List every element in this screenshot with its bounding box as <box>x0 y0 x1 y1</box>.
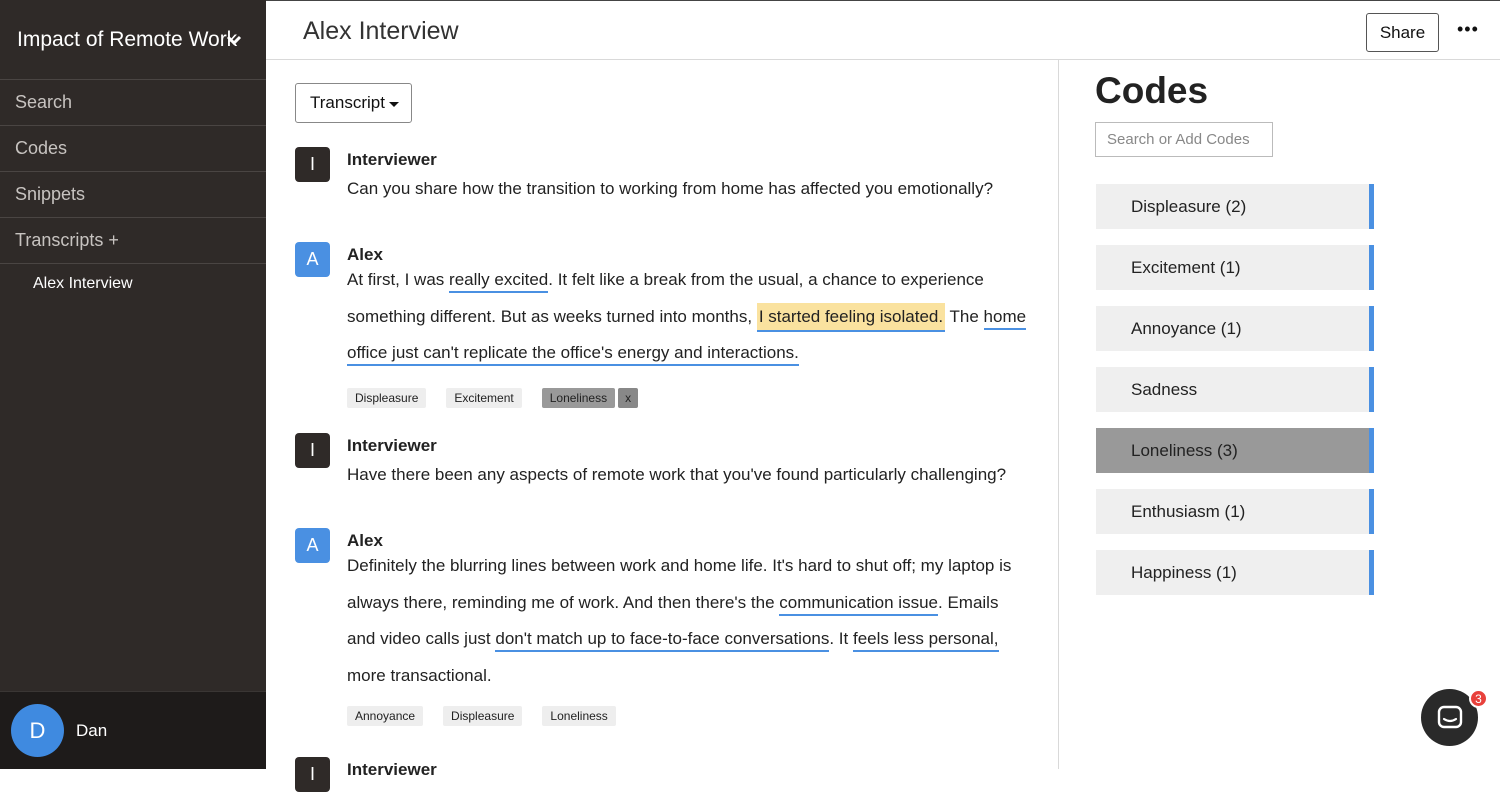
nav-transcripts[interactable]: Transcripts + <box>0 218 266 264</box>
code-item[interactable]: Happiness (1) <box>1096 550 1374 595</box>
user-bar[interactable] <box>0 691 266 769</box>
coded-snippet[interactable]: communication issue <box>779 593 938 616</box>
coded-snippet[interactable]: really excited <box>449 270 548 293</box>
code-tag[interactable]: Displeasure <box>443 706 522 726</box>
message <box>295 528 1025 738</box>
message <box>295 757 1025 797</box>
page-title: Alex Interview <box>303 17 459 45</box>
code-tag[interactable]: Displeasure <box>347 388 426 408</box>
codes-panel <box>1060 60 1500 769</box>
code-tag[interactable]: Annoyance <box>347 706 423 726</box>
speaker-avatar: A <box>295 242 330 277</box>
highlighted-snippet[interactable]: I started feeling isolated. <box>757 303 945 332</box>
message-text: At first, I was really excited. It felt like a break from the usual, a chance to experience something different. But as weeks turned into months, I started feeling isolated. The home office just can't replicate the office's energy and interactions. <box>347 262 1027 372</box>
message-text: Have there been any aspects of remote work that you've found particularly challenging? <box>347 465 1007 484</box>
message <box>295 433 1025 493</box>
tag-list <box>347 388 638 408</box>
code-item[interactable]: Enthusiasm (1) <box>1096 489 1374 534</box>
speaker-name: Interviewer <box>347 760 437 779</box>
user-name: Dan <box>76 720 108 740</box>
codes-search-input[interactable] <box>1095 122 1273 157</box>
speaker-name: Alex <box>347 531 383 550</box>
speaker-avatar: I <box>295 147 330 182</box>
code-tag[interactable]: Loneliness <box>542 706 615 726</box>
tag-list <box>347 706 636 726</box>
project-selector[interactable] <box>0 0 266 80</box>
message-text: Definitely the blurring lines between work and home life. It's hard to shut off; my laptop is always there, reminding me of work. And then there's the communication issue. Emails and video calls just don't match up to face-to-face conversations. It feels less personal, more transactional. <box>347 556 1012 685</box>
message <box>295 147 1025 207</box>
speaker-name: Interviewer <box>347 150 437 169</box>
nav-codes[interactable]: Codes <box>0 126 266 172</box>
avatar: D <box>11 704 64 757</box>
code-item[interactable]: Annoyance (1) <box>1096 306 1374 351</box>
codes-title: Codes <box>1095 70 1209 111</box>
speaker-avatar: I <box>295 757 330 792</box>
message <box>295 242 1025 412</box>
nav-snippets[interactable]: Snippets <box>0 172 266 218</box>
speaker-avatar: A <box>295 528 330 563</box>
dropdown-label: Transcript <box>310 93 385 112</box>
share-button[interactable]: Share <box>1366 13 1439 52</box>
project-title: Impact of Remote Work <box>17 27 238 51</box>
code-item[interactable]: Displeasure (2) <box>1096 184 1374 229</box>
coded-snippet[interactable]: home office just can't replicate the office's energy and interactions. <box>347 307 1026 367</box>
code-tag-active[interactable]: Loneliness <box>542 388 615 408</box>
code-tag[interactable]: Excitement <box>446 388 521 408</box>
code-item-selected[interactable]: Loneliness (3) <box>1096 428 1374 473</box>
transcript-item-alex[interactable]: Alex Interview <box>33 275 133 292</box>
remove-tag-button[interactable]: x <box>618 388 638 408</box>
sidebar <box>0 0 266 769</box>
coded-snippet[interactable]: feels less personal, <box>853 629 999 652</box>
chevron-down-icon <box>225 31 243 49</box>
transcript-dropdown[interactable] <box>295 83 412 123</box>
speaker-name: Interviewer <box>347 436 437 455</box>
top-header <box>266 0 1500 60</box>
transcript-pane <box>266 60 1059 784</box>
code-item[interactable]: Excitement (1) <box>1096 245 1374 290</box>
code-item[interactable]: Sadness <box>1096 367 1374 412</box>
more-icon[interactable]: ••• <box>1457 19 1479 39</box>
chat-icon <box>1436 704 1464 732</box>
notification-badge: 3 <box>1469 689 1488 708</box>
nav-search[interactable]: Search <box>0 80 266 126</box>
speaker-name: Alex <box>347 245 383 264</box>
speaker-avatar: I <box>295 433 330 468</box>
caret-down-icon <box>389 102 399 107</box>
coded-snippet[interactable]: don't match up to face-to-face conversations <box>495 629 829 652</box>
message-text: Can you share how the transition to working from home has affected you emotionally? <box>347 179 994 198</box>
